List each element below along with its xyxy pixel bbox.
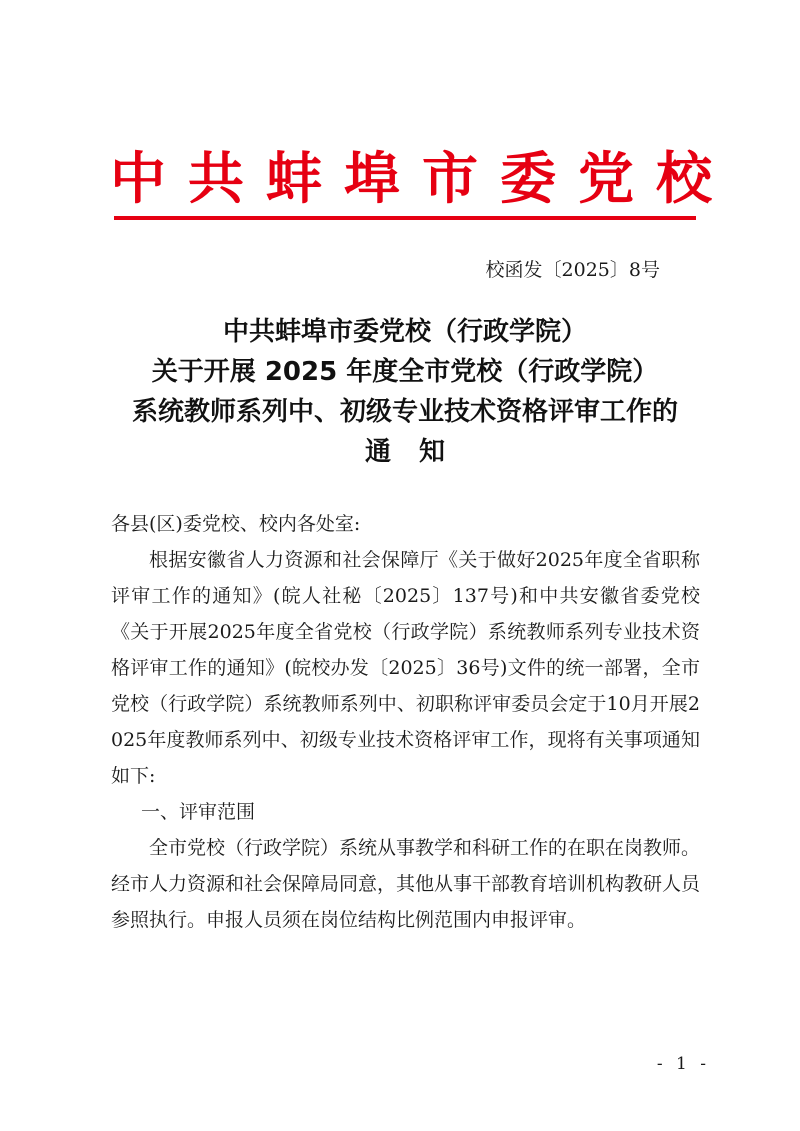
- document-number: 校函发〔2025〕8号: [485, 259, 660, 281]
- title-line-1: 中共蚌埠市委党校（行政学院）: [222, 317, 587, 347]
- masthead-title: 中共蚌埠市委党校: [110, 147, 734, 212]
- section-heading-1: 一、评审范围: [141, 801, 256, 823]
- title-line-4: 通知: [364, 437, 473, 467]
- title-line-3: 系统教师系列中、初级专业技术资格评审工作的: [131, 397, 678, 427]
- document-body: [111, 542, 700, 938]
- page-number: - 1 -: [656, 1054, 710, 1074]
- body-paragraph-1: 根据安徽省人力资源和社会保障厅《关于做好2025年度全省职称评审工作的通知》(皖人社秘〔2025〕137号)和中共安徽省委党校《关于开展2025年度全省党校（行政学院）系统教师系列专业技术资格评审工作的通知》(皖校办发〔2025〕36号)文件的统一部署，全市党校（行政学院）系统教师系列中、初职称评审委员会定于10月开展2025年度教师系列中、初级专业技术资格评审工作，现将有关事项通知如下:: [111, 549, 700, 787]
- title-line-2: 关于开展 2025 年度全市党校（行政学院）: [151, 357, 659, 387]
- document-title: [100, 312, 710, 472]
- salutation: 各县(区)委党校、校内各处室:: [111, 513, 361, 535]
- body-paragraph-2: 全市党校（行政学院）系统从事教学和科研工作的在职在岗教师。经市人力资源和社会保障局同意，其他从事干部教育培训机构教研人员参照执行。申报人员须在岗位结构比例范围内申报评审。: [111, 837, 701, 931]
- masthead-red-rule: [114, 216, 696, 220]
